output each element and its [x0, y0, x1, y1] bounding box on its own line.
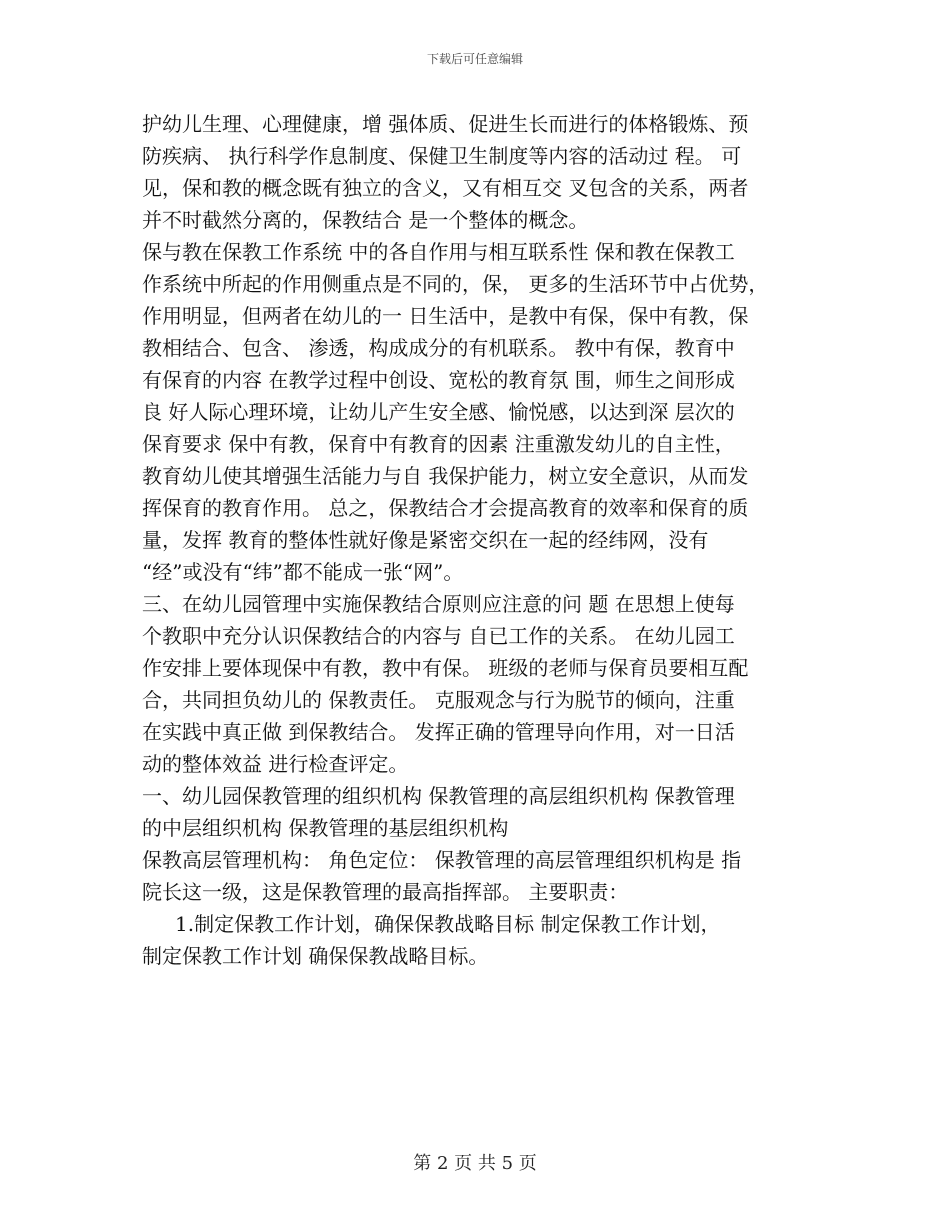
section-heading-line: 保与教在保教工作系统 中的各自作用与相互联系性 保和教在保教工	[142, 240, 735, 264]
page-header: 下载后可任意编辑	[426, 52, 523, 66]
body-line: 动的整体效益 进行检查评定。	[142, 752, 409, 776]
body-line: 护幼儿生理、心理健康，增 强体质、促进生长而进行的体格锻炼、预	[142, 112, 749, 136]
body-line: 保育要求 保中有教，保育中有教育的因素 注重激发幼儿的自主性，	[142, 432, 735, 456]
body-line: 作系统中所起的作用侧重点是不同的，保， 更多的生活环节中占优势，	[142, 272, 769, 296]
body-line: 良 好人际心理环境，让幼儿产生安全感、愉悦感，以达到深 层次的	[142, 400, 735, 424]
numbered-item-line: 1.制定保教工作计划，确保保教战略目标 制定保教工作计划，	[175, 912, 721, 936]
body-line: “经”或没有“纬”都不能成一张“网”。	[142, 560, 464, 584]
body-line: 教相结合、包含、 渗透，构成成分的有机联系。 教中有保，教育中	[142, 336, 735, 360]
section-heading-line: 一、幼儿园保教管理的组织机构 保教管理的高层组织机构 保教管理	[142, 784, 735, 808]
body-line: 挥保育的教育作用。 总之，保教结合才会提高教育的效率和保育的质	[142, 496, 749, 520]
body-line: 量，发挥 教育的整体性就好像是紧密交织在一起的经纬网，没有	[142, 528, 709, 552]
body-line: 合，共同担负幼儿的 保教责任。 克服观念与行为脱节的倾向，注重	[142, 688, 735, 712]
page-number: 第 2 页 共 5 页	[413, 1153, 537, 1174]
document-body	[142, 108, 822, 972]
body-line: 的中层组织机构 保教管理的基层组织机构	[142, 816, 509, 840]
body-line: 并不时截然分离的，保教结合 是一个整体的概念。	[142, 208, 589, 232]
body-line: 在实践中真正做 到保教结合。 发挥正确的管理导向作用，对一日活	[142, 720, 735, 744]
body-line: 见，保和教的概念既有独立的含义，又有相互交 叉包含的关系，两者	[142, 176, 749, 200]
body-line: 院长这一级，这是保教管理的最高指挥部。 主要职责：	[142, 880, 629, 904]
body-line: 教育幼儿使其增强生活能力与自 我保护能力，树立安全意识，从而发	[142, 464, 749, 488]
body-line: 防疾病、 执行科学作息制度、保健卫生制度等内容的活动过 程。 可	[142, 144, 742, 168]
body-line: 作安排上要体现保中有教，教中有保。 班级的老师与保育员要相互配	[142, 656, 749, 680]
body-line: 保教高层管理机构： 角色定位： 保教管理的高层管理组织机构是 指	[142, 848, 742, 872]
section-heading-line: 三、在幼儿园管理中实施保教结合原则应注意的问 题 在思想上使每	[142, 592, 735, 616]
body-line: 个教职中充分认识保教结合的内容与 自已工作的关系。 在幼儿园工	[142, 624, 735, 648]
body-line: 有保育的内容 在教学过程中创设、宽松的教育氛 围，师生之间形成	[142, 368, 735, 392]
body-line: 制定保教工作计划 确保保教战略目标。	[142, 944, 489, 968]
body-line: 作用明显，但两者在幼儿的一 日生活中，是教中有保，保中有教，保	[142, 304, 749, 328]
